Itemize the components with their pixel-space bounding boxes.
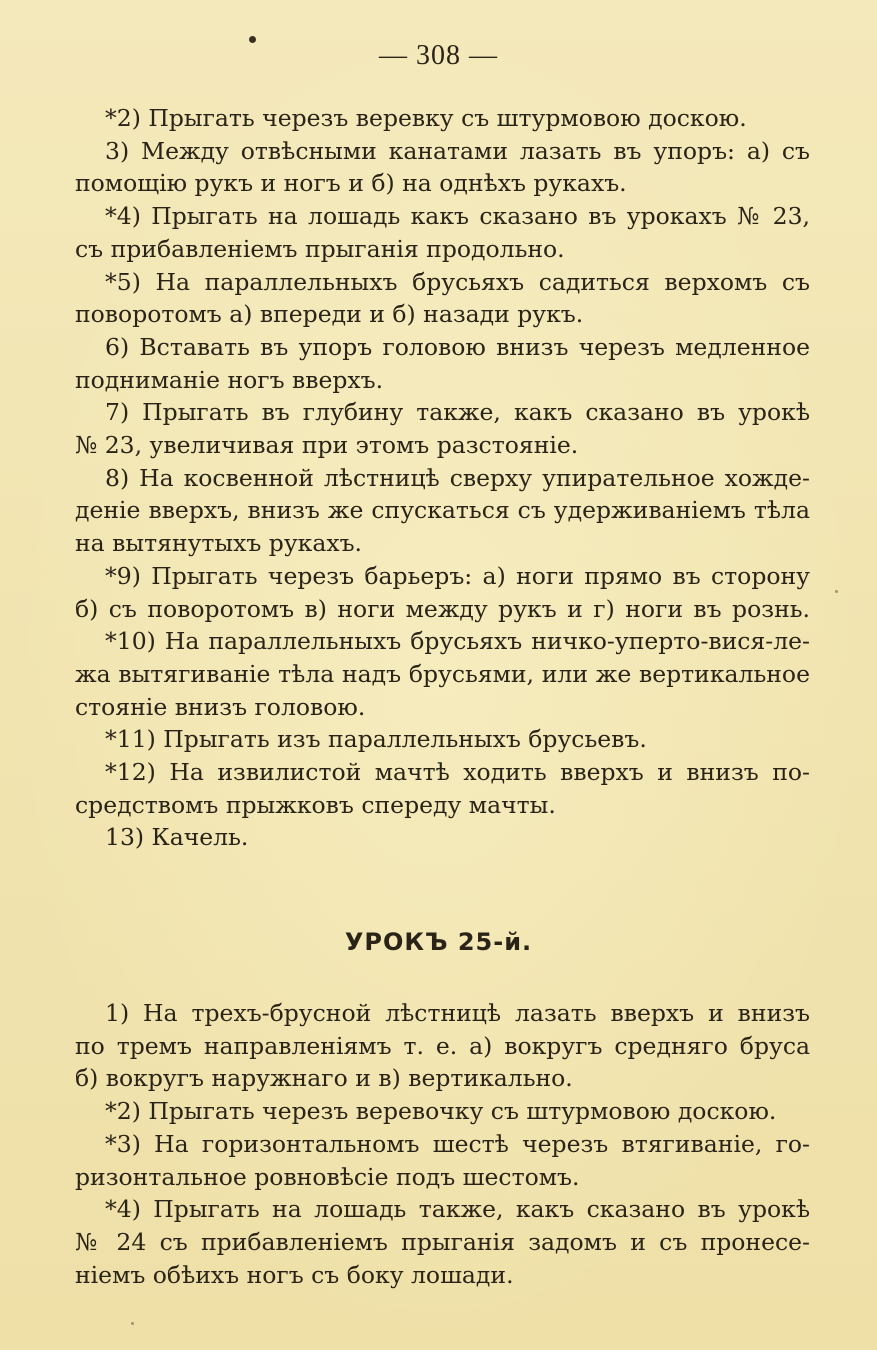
page-number: — 308 — bbox=[379, 40, 498, 71]
ink-speck bbox=[131, 1322, 134, 1325]
text-line: поворотомъ а) впереди и б) назади рукъ. bbox=[75, 300, 584, 329]
text-line: ризонтальное ровновѣсіе подъ шестомъ. bbox=[75, 1162, 580, 1191]
text-line: б) вокругъ наружнаго и в) вертикально. bbox=[75, 1064, 573, 1093]
text-line: *12) На извилистой мачтѣ ходить вверхъ и внизъ по- bbox=[105, 758, 810, 786]
text-line: жа вытягиваніе тѣла надъ брусьями, или же вертикальное bbox=[75, 659, 810, 688]
text-line: *9) Прыгать черезъ барьеръ: а) ноги прямо въ сторону bbox=[105, 561, 810, 590]
text-line: *5) На параллельныхъ брусьяхъ садиться верхомъ съ bbox=[105, 267, 810, 296]
text-line: 6) Вставать въ упоръ головою внизъ черезъ медленное bbox=[105, 332, 810, 361]
text-line: б) съ поворотомъ в) ноги между рукъ и г) ноги въ рознь. bbox=[75, 594, 810, 623]
text-line: *2) Прыгать черезъ веревку съ штурмовою доскою. bbox=[105, 104, 747, 132]
text-line: съ прибавленіемъ прыганія продольно. bbox=[75, 234, 565, 263]
text-line: помощію рукъ и ногъ и б) на однѣхъ рукахъ. bbox=[75, 169, 627, 198]
text-line: *4) Прыгать на лошадь также, какъ сказано въ урокѣ bbox=[105, 1195, 810, 1224]
text-line: *11) Прыгать изъ параллельныхъ брусьевъ. bbox=[105, 725, 647, 754]
text-line: 8) На косвенной лѣстницѣ сверху упирательное хожде- bbox=[105, 463, 810, 492]
text-line: *3) На горизонтальномъ шестѣ черезъ втягиваніе, го- bbox=[105, 1129, 810, 1158]
text-line: на вытянутыхъ рукахъ. bbox=[75, 529, 363, 558]
text-line: *4) Прыгать на лошадь какъ сказано въ урокахъ № 23, bbox=[105, 202, 810, 231]
text-line: 13) Качель. bbox=[105, 823, 249, 852]
text-line: 3) Между отвѣсными канатами лазать въ упоръ: а) съ bbox=[105, 136, 810, 165]
text-line: № 23, увеличивая при этомъ разстояніе. bbox=[75, 431, 579, 459]
text-line: деніе вверхъ, внизъ же спускаться съ удерживаніемъ тѣла bbox=[75, 496, 810, 525]
lesson-heading: УРОКЪ 25-й. bbox=[344, 928, 533, 956]
text-line: *10) На параллельныхъ брусьяхъ ничко-уперто-вися-ле- bbox=[105, 627, 810, 656]
text-line: ніемъ обѣихъ ногъ съ боку лошади. bbox=[75, 1260, 514, 1289]
text-line: по тремъ направленіямъ т. е. а) вокругъ средняго бруса bbox=[75, 1031, 810, 1060]
text-line: № 24 съ прибавленіемъ прыганія задомъ и съ пронесе- bbox=[75, 1227, 810, 1256]
text-line: средствомъ прыжковъ спереду мачты. bbox=[75, 790, 556, 819]
ink-speck bbox=[835, 590, 838, 593]
text-line: 7) Прыгать въ глубину также, какъ сказано въ урокѣ bbox=[105, 398, 810, 427]
text-line: 1) На трехъ-брусной лѣстницѣ лазать вверхъ и внизъ bbox=[105, 999, 810, 1027]
text-line: стояніе внизъ головою. bbox=[75, 692, 366, 721]
text-line: подниманіе ногъ вверхъ. bbox=[75, 365, 384, 394]
text-line: *2) Прыгать черезъ веревочку съ штурмовою доскою. bbox=[105, 1097, 777, 1126]
